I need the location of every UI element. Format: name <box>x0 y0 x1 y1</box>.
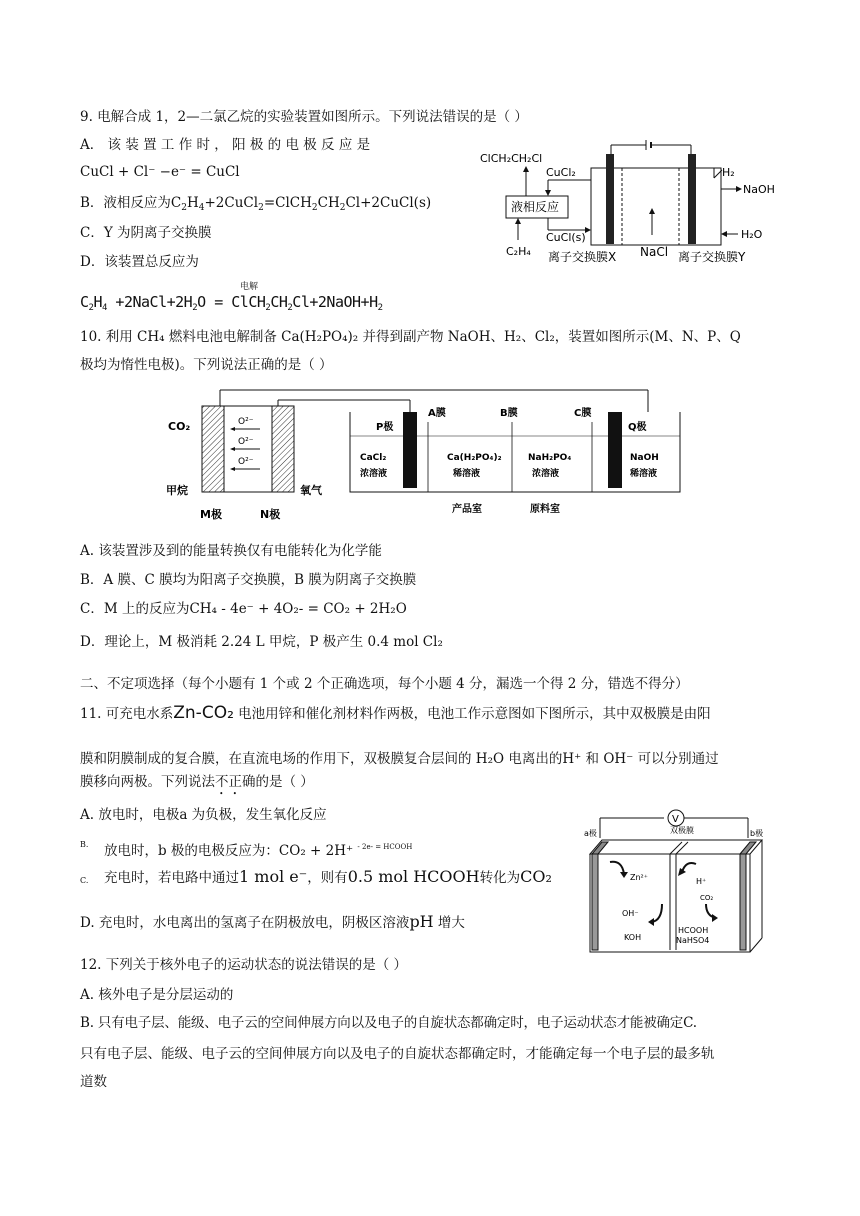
h2o-label: H₂O <box>741 228 763 241</box>
hcooh-label: HCOOH <box>678 926 709 935</box>
a-pole-label: a极 <box>584 829 597 838</box>
anode-electrode <box>606 154 614 244</box>
q12-option-b: B. 只有电子层、能级、电子云的空间伸展方向以及电子的自旋状态都确定时，电子运动状态才能被确定C. <box>80 1015 697 1031</box>
n-pole-label: N极 <box>260 508 281 521</box>
o2-ion-label-2: O²⁻ <box>238 437 254 447</box>
cell3-solute: NaH₂PO₄ <box>528 453 572 463</box>
zn-ion-label: Zn²⁺ <box>630 873 648 882</box>
cathode-electrode <box>688 154 696 244</box>
cell1-concentration: 浓溶液 <box>360 469 388 479</box>
nahso4-label: NaHSO4 <box>676 936 710 945</box>
q9-option-b: B．液相反应为$C_2H_4+2CuCl_2=ClCH_2CH_2Cl+2CuCl(s)$ <box>80 195 432 213</box>
q11-option-a: A. 放电时，电极a 为负极，发生氧化反应 <box>80 807 327 823</box>
q12-option-c-line2: 道数 <box>80 1074 107 1090</box>
membrane-x-label: 离子交换膜X <box>548 250 617 264</box>
cell3-concentration: 浓溶液 <box>532 469 560 479</box>
c-membrane-label: C膜 <box>574 408 592 419</box>
raw-material-room-label: 原料室 <box>530 504 560 515</box>
p-pole-label: P极 <box>376 422 394 433</box>
m-electrode <box>202 406 224 492</box>
q10-fuel-cell-electrolysis-diagram <box>160 382 690 524</box>
q10-option-c: C．M 上的反应为CH₄ - 4e⁻ + 4O₂- = CO₂ + 2H₂O <box>80 601 407 617</box>
cucl-solid-label: CuCl(s) <box>546 231 586 244</box>
nacl-label: NaCl <box>640 245 669 259</box>
p-electrode <box>403 412 417 488</box>
q12-stem: 12. 下列关于核外电子的运动状态的说法错误的是（ ） <box>80 957 408 973</box>
voltmeter-label: V <box>672 814 679 825</box>
membrane-y-label: 离子交换膜Y <box>678 250 746 264</box>
b-pole-label: b极 <box>750 829 764 838</box>
cucl2-label: CuCl₂ <box>546 166 576 179</box>
q10-stem-line2: 极均为惰性电极)。下列说法正确的是（ ） <box>80 357 333 373</box>
cell4-solute: NaOH <box>630 453 659 463</box>
liquid-reaction-box: 液相反应 <box>511 200 560 214</box>
q9-electrolysis-diagram <box>476 140 776 270</box>
co2-label: CO₂ <box>168 420 191 433</box>
section-2-heading: 二、不定项选择（每个小题有 1 个或 2 个正确选项，每个小题 4 分，漏选一个得 2 分，错选不得分） <box>80 676 689 692</box>
bipolar-membrane-label: 双极膜 <box>670 826 694 835</box>
q9-option-a-equation: CuCl + Cl⁻ −e⁻ = CuCl <box>80 164 240 180</box>
naoh-label: NaOH <box>743 183 775 196</box>
q9-electrolysis-label: 电解 <box>240 282 259 292</box>
oh-ion-label: OH⁻ <box>622 909 639 918</box>
oxygen-label: 氧气 <box>300 484 322 497</box>
q9-option-d: D．该装置总反应为 <box>80 254 199 270</box>
n-electrode <box>272 406 294 492</box>
h-ion-label: H⁺ <box>696 877 707 886</box>
q10-option-a: A. 该装置涉及到的能量转换仅有电能转化为化学能 <box>80 543 382 559</box>
q9-option-a: A． 该 装 置 工 作 时 ， 阳 极 的 电 极 反 应 是 <box>80 137 371 153</box>
q-pole-label: Q极 <box>628 422 647 433</box>
methane-label: 甲烷 <box>166 484 188 497</box>
m-pole-label: M极 <box>200 508 222 521</box>
q11-option-d: D. 充电时，水电离出的氢离子在阴极放电，阴极区溶液pH 增大 <box>80 912 465 931</box>
a-membrane-label: A膜 <box>428 408 446 419</box>
product-room-label: 产品室 <box>452 504 482 515</box>
q11-stem-line1: 11. 可充电水系Zn-CO₂ 电池用锌和催化剂材料作两极，电池工作示意图如下图所示，其中双极膜是由阳 <box>80 703 711 723</box>
q11-option-c-mark: C. <box>80 876 89 885</box>
q9-stem: 9. 电解合成 1，2—二氯乙烷的实验装置如图所示。下列说法错误的是（ ） <box>80 109 528 125</box>
q9-overall-equation: $C_2H_4$ $+2NaCl+2H_2O$ = $ClCH_2CH_2Cl+2NaOH+H_2$ <box>80 293 383 313</box>
q12-option-c-line1: 只有电子层、能级、电子云的空间伸展方向以及电子的自旋状态都确定时，才能确定每一个电子层的最多轨 <box>80 1046 715 1062</box>
dichloroethane-label: ClCH₂CH₂Cl <box>480 152 543 165</box>
cell4-concentration: 稀溶液 <box>630 469 658 479</box>
o2-ion-label-3: O²⁻ <box>238 457 254 467</box>
q11-battery-diagram <box>582 800 772 956</box>
q12-option-a: A. 核外电子是分层运动的 <box>80 987 234 1003</box>
q10-option-b: B．A 膜、C 膜均为阳离子交换膜，B 膜为阴离子交换膜 <box>80 572 417 588</box>
cell1-solute: CaCl₂ <box>360 453 387 463</box>
q9-option-c: C．Y 为阴离子交换膜 <box>80 225 212 241</box>
co2-label-q11: CO₂ <box>700 894 714 902</box>
q11-stem-line2: 膜和阴膜制成的复合膜，在直流电场的作用下，双极膜复合层间的 H₂O 电离出的H⁺ 和 OH⁻ 可以分别通过 <box>80 751 719 767</box>
o2-ion-label-1: O²⁻ <box>238 417 254 427</box>
q10-option-d: D．理论上，M 极消耗 2.24 L 甲烷，P 极产生 0.4 mol Cl₂ <box>80 634 443 650</box>
h2-label: H₂ <box>722 166 735 179</box>
q11-option-b-mark: B. <box>80 840 89 849</box>
q-electrode <box>608 412 622 488</box>
cell2-concentration: 稀溶液 <box>453 469 481 479</box>
q11-option-b: 放电时，b 极的电极反应为：CO₂ + 2H⁺ $^{- 2e- = HCOOH}$ <box>104 843 413 859</box>
cell2-solute: Ca(H₂PO₄)₂ <box>447 453 502 463</box>
koh-label: KOH <box>624 933 642 942</box>
ethylene-label: C₂H₄ <box>506 245 531 258</box>
q11-stem-line3: 膜移向两极。下列说法不正确的是（ ） <box>80 774 314 790</box>
q10-stem-line1: 10. 利用 CH₄ 燃料电池电解制备 Ca(H₂PO₄)₂ 并得到副产物 NaOH、H₂、Cl₂，装置如图所示(M、N、P、Q <box>80 329 741 345</box>
b-membrane-label: B膜 <box>500 408 518 419</box>
q11-option-c: 充电时，若电路中通过1 mol e⁻，则有0.5 mol HCOOH转化为CO₂ <box>104 867 552 886</box>
